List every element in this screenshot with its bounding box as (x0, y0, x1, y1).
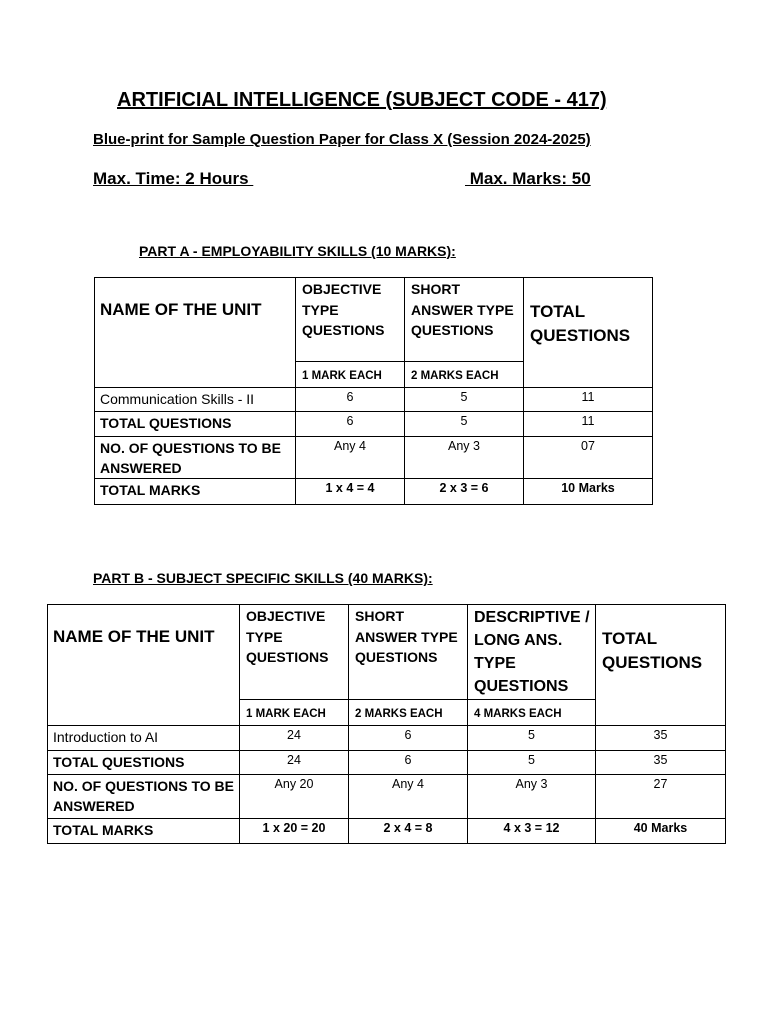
table-row (48, 751, 726, 775)
part-a-heading: PART A - EMPLOYABILITY SKILLS (10 MARKS): (139, 243, 456, 259)
cell-short: Any 4 (349, 775, 468, 819)
cell-short: 6 (349, 751, 468, 775)
cell-objective: Any 4 (296, 437, 405, 479)
cell-descriptive: 5 (468, 751, 596, 775)
cell-short: 6 (349, 726, 468, 751)
part-b-heading: PART B - SUBJECT SPECIFIC SKILLS (40 MARKS): (93, 570, 433, 586)
table-row (95, 388, 653, 412)
row-label: TOTAL QUESTIONS (48, 751, 240, 775)
subheader-short: 2 MARKS EACH (349, 700, 468, 726)
cell-total: 27 (596, 775, 726, 819)
cell-descriptive: Any 3 (468, 775, 596, 819)
cell-total: 40 Marks (596, 819, 726, 844)
part-a-table (94, 277, 653, 505)
cell-short: 2 x 3 = 6 (405, 479, 524, 505)
table-row (48, 775, 726, 819)
cell-short: 5 (405, 412, 524, 437)
header-unit: NAME OF THE UNIT (95, 278, 296, 388)
cell-total: 35 (596, 751, 726, 775)
subheader-objective: 1 MARK EACH (240, 700, 349, 726)
document-subtitle: Blue-print for Sample Question Paper for Class X (Session 2024-2025) (93, 131, 591, 148)
cell-total: 35 (596, 726, 726, 751)
table-row (95, 479, 653, 505)
row-label: TOTAL QUESTIONS (95, 412, 296, 437)
max-time: Max. Time: 2 Hours (93, 169, 254, 188)
cell-total: 11 (524, 388, 653, 412)
cell-objective: 6 (296, 412, 405, 437)
cell-short: Any 3 (405, 437, 524, 479)
cell-total: 07 (524, 437, 653, 479)
cell-descriptive: 4 x 3 = 12 (468, 819, 596, 844)
header-descriptive: DESCRIPTIVE / LONG ANS. TYPE QUESTIONS (468, 605, 596, 700)
part-b-table (47, 604, 726, 844)
header-objective: OBJECTIVE TYPE QUESTIONS (296, 278, 405, 362)
header-short: SHORT ANSWER TYPE QUESTIONS (349, 605, 468, 700)
subheader-descriptive: 4 MARKS EACH (468, 700, 596, 726)
row-label: NO. OF QUESTIONS TO BE ANSWERED (48, 775, 240, 819)
cell-total: 10 Marks (524, 479, 653, 505)
header-objective: OBJECTIVE TYPE QUESTIONS (240, 605, 349, 700)
header-total: TOTAL QUESTIONS (596, 605, 726, 726)
row-label: TOTAL MARKS (48, 819, 240, 844)
row-label: Communication Skills - II (95, 388, 296, 412)
subheader-objective: 1 MARK EACH (296, 362, 405, 388)
header-total: TOTAL QUESTIONS (524, 278, 653, 388)
header-short: SHORT ANSWER TYPE QUESTIONS (405, 278, 524, 362)
document-title: ARTIFICIAL INTELLIGENCE (SUBJECT CODE - 417) (117, 89, 607, 111)
cell-short: 5 (405, 388, 524, 412)
row-label: TOTAL MARKS (95, 479, 296, 505)
cell-objective: Any 20 (240, 775, 349, 819)
cell-objective: 6 (296, 388, 405, 412)
cell-short: 2 x 4 = 8 (349, 819, 468, 844)
cell-descriptive: 5 (468, 726, 596, 751)
cell-objective: 1 x 20 = 20 (240, 819, 349, 844)
header-unit: NAME OF THE UNIT (48, 605, 240, 726)
cell-objective: 1 x 4 = 4 (296, 479, 405, 505)
row-label: NO. OF QUESTIONS TO BE ANSWERED (95, 437, 296, 479)
row-label: Introduction to AI (48, 726, 240, 751)
cell-total: 11 (524, 412, 653, 437)
table-row (95, 437, 653, 479)
cell-objective: 24 (240, 751, 349, 775)
cell-objective: 24 (240, 726, 349, 751)
table-row (95, 412, 653, 437)
subheader-short: 2 MARKS EACH (405, 362, 524, 388)
max-marks: Max. Marks: 50 (465, 169, 591, 188)
table-row (48, 819, 726, 844)
table-row (48, 726, 726, 751)
